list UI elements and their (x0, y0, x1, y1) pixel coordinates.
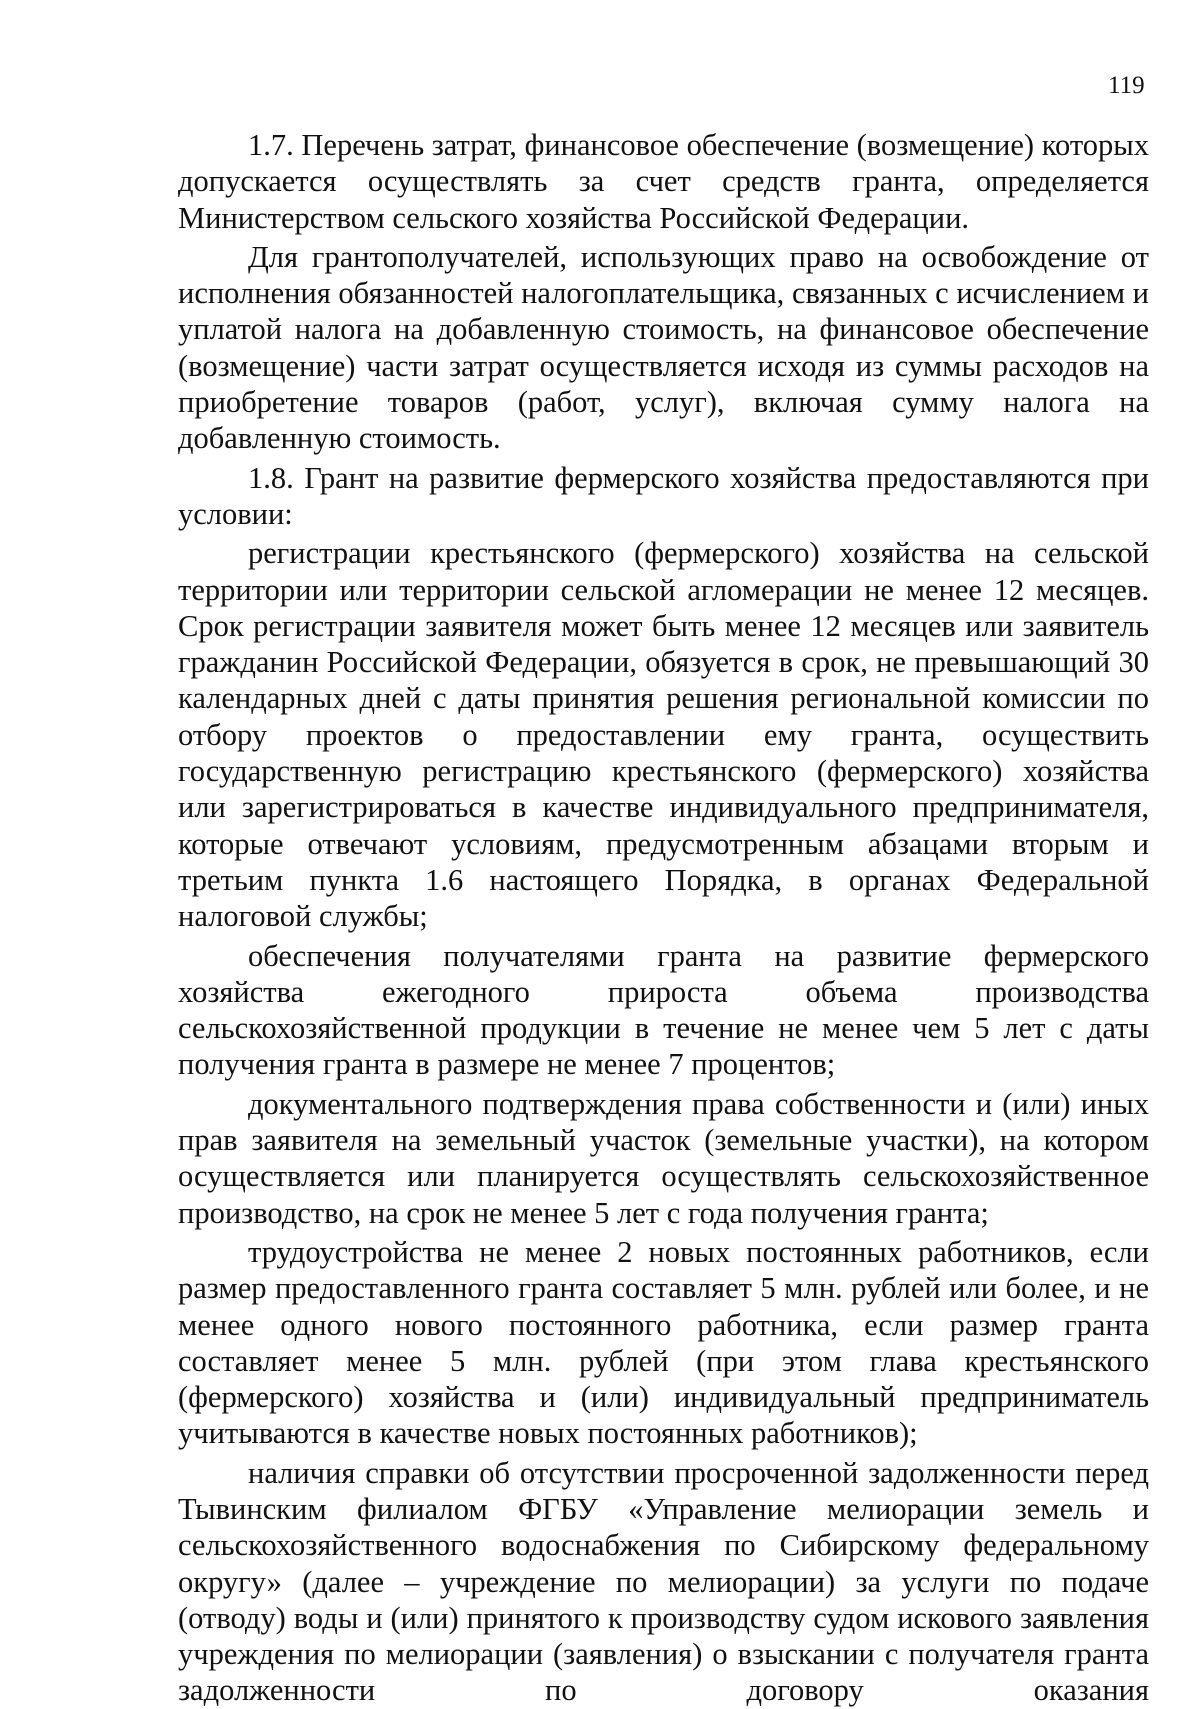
condition-land-rights: документального подтверждения права собственности и (или) иных прав заявителя на земельный участок (земельные участки), на котором осуществляется или планируется осуществлять сельскохозяйственное производство, на срок не менее 5 лет с года получения гранта; (178, 1086, 1149, 1230)
paragraph-1-8: 1.8. Грант на развитие фермерского хозяйства предоставляются при условии: (178, 460, 1149, 531)
condition-employment: трудоустройства не менее 2 новых постоянных работников, если размер предоставленного гранта составляет 5 млн. рублей или более, и не менее одного нового постоянного работника, если размер гранта составляет менее 5 млн. рублей (при этом глава крестьянского (фермерского) хозяйства и (или) индивидуальный предприниматель учитываются в качестве новых постоянных работников); (178, 1234, 1149, 1451)
condition-registration: регистрации крестьянского (фермерского) хозяйства на сельской территории или территории сельской агломерации не менее 12 месяцев. Срок регистрации заявителя может быть менее 12 месяцев или заявитель гражданин Российской Федерации, обязуется в срок, не превышающий 30 календарных дней с даты принятия решения региональной комиссии по отбору проектов о предоставлении ему гранта, осуществить государственную регистрацию крестьянского (фермерского) хозяйства или зарегистрироваться в качестве индивидуального предпринимателя, которые отвечают условиям, предусмотренным абзацами вторым и третьим пункта 1.6 настоящего Порядка, в органах Федеральной налоговой службы; (178, 536, 1149, 934)
paragraph-1-7: 1.7. Перечень затрат, финансовое обеспечение (возмещение) которых допускается осуществлять за счет средств гранта, определяется Министерством сельского хозяйства Российской Федерации. (178, 128, 1149, 235)
paragraph-vat-grantees: Для грантополучателей, использующих право на освобождение от исполнения обязанностей налогоплательщика, связанных с исчислением и уплатой налога на добавленную стоимость, на финансовое обеспечение (возмещение) части затрат осуществляется исходя из суммы расходов на приобретение товаров (работ, услуг), включая сумму налога на добавленную стоимость. (178, 239, 1149, 456)
document-body (178, 127, 1149, 1709)
page-number: 119 (1108, 72, 1145, 99)
condition-melioration-certificate: наличия справки об отсутствии просроченной задолженности перед Тывинским филиалом ФГБУ «Управление мелиорации земель и сельскохозяйственного водоснабжения по Сибирскому федеральному округу» (далее – учреждение по мелиорации) за услуги по подаче (отводу) воды и (или) принятого к производству судом искового заявления учреждения по мелиорации (заявления) о взыскании с получателя гранта задолженности по договору оказания (178, 1455, 1149, 1708)
condition-production-growth: обеспечения получателями гранта на развитие фермерского хозяйства ежегодного прироста объема производства сельскохозяйственной продукции в течение не менее чем 5 лет с даты получения гранта в размере не менее 7 процентов; (178, 938, 1149, 1082)
